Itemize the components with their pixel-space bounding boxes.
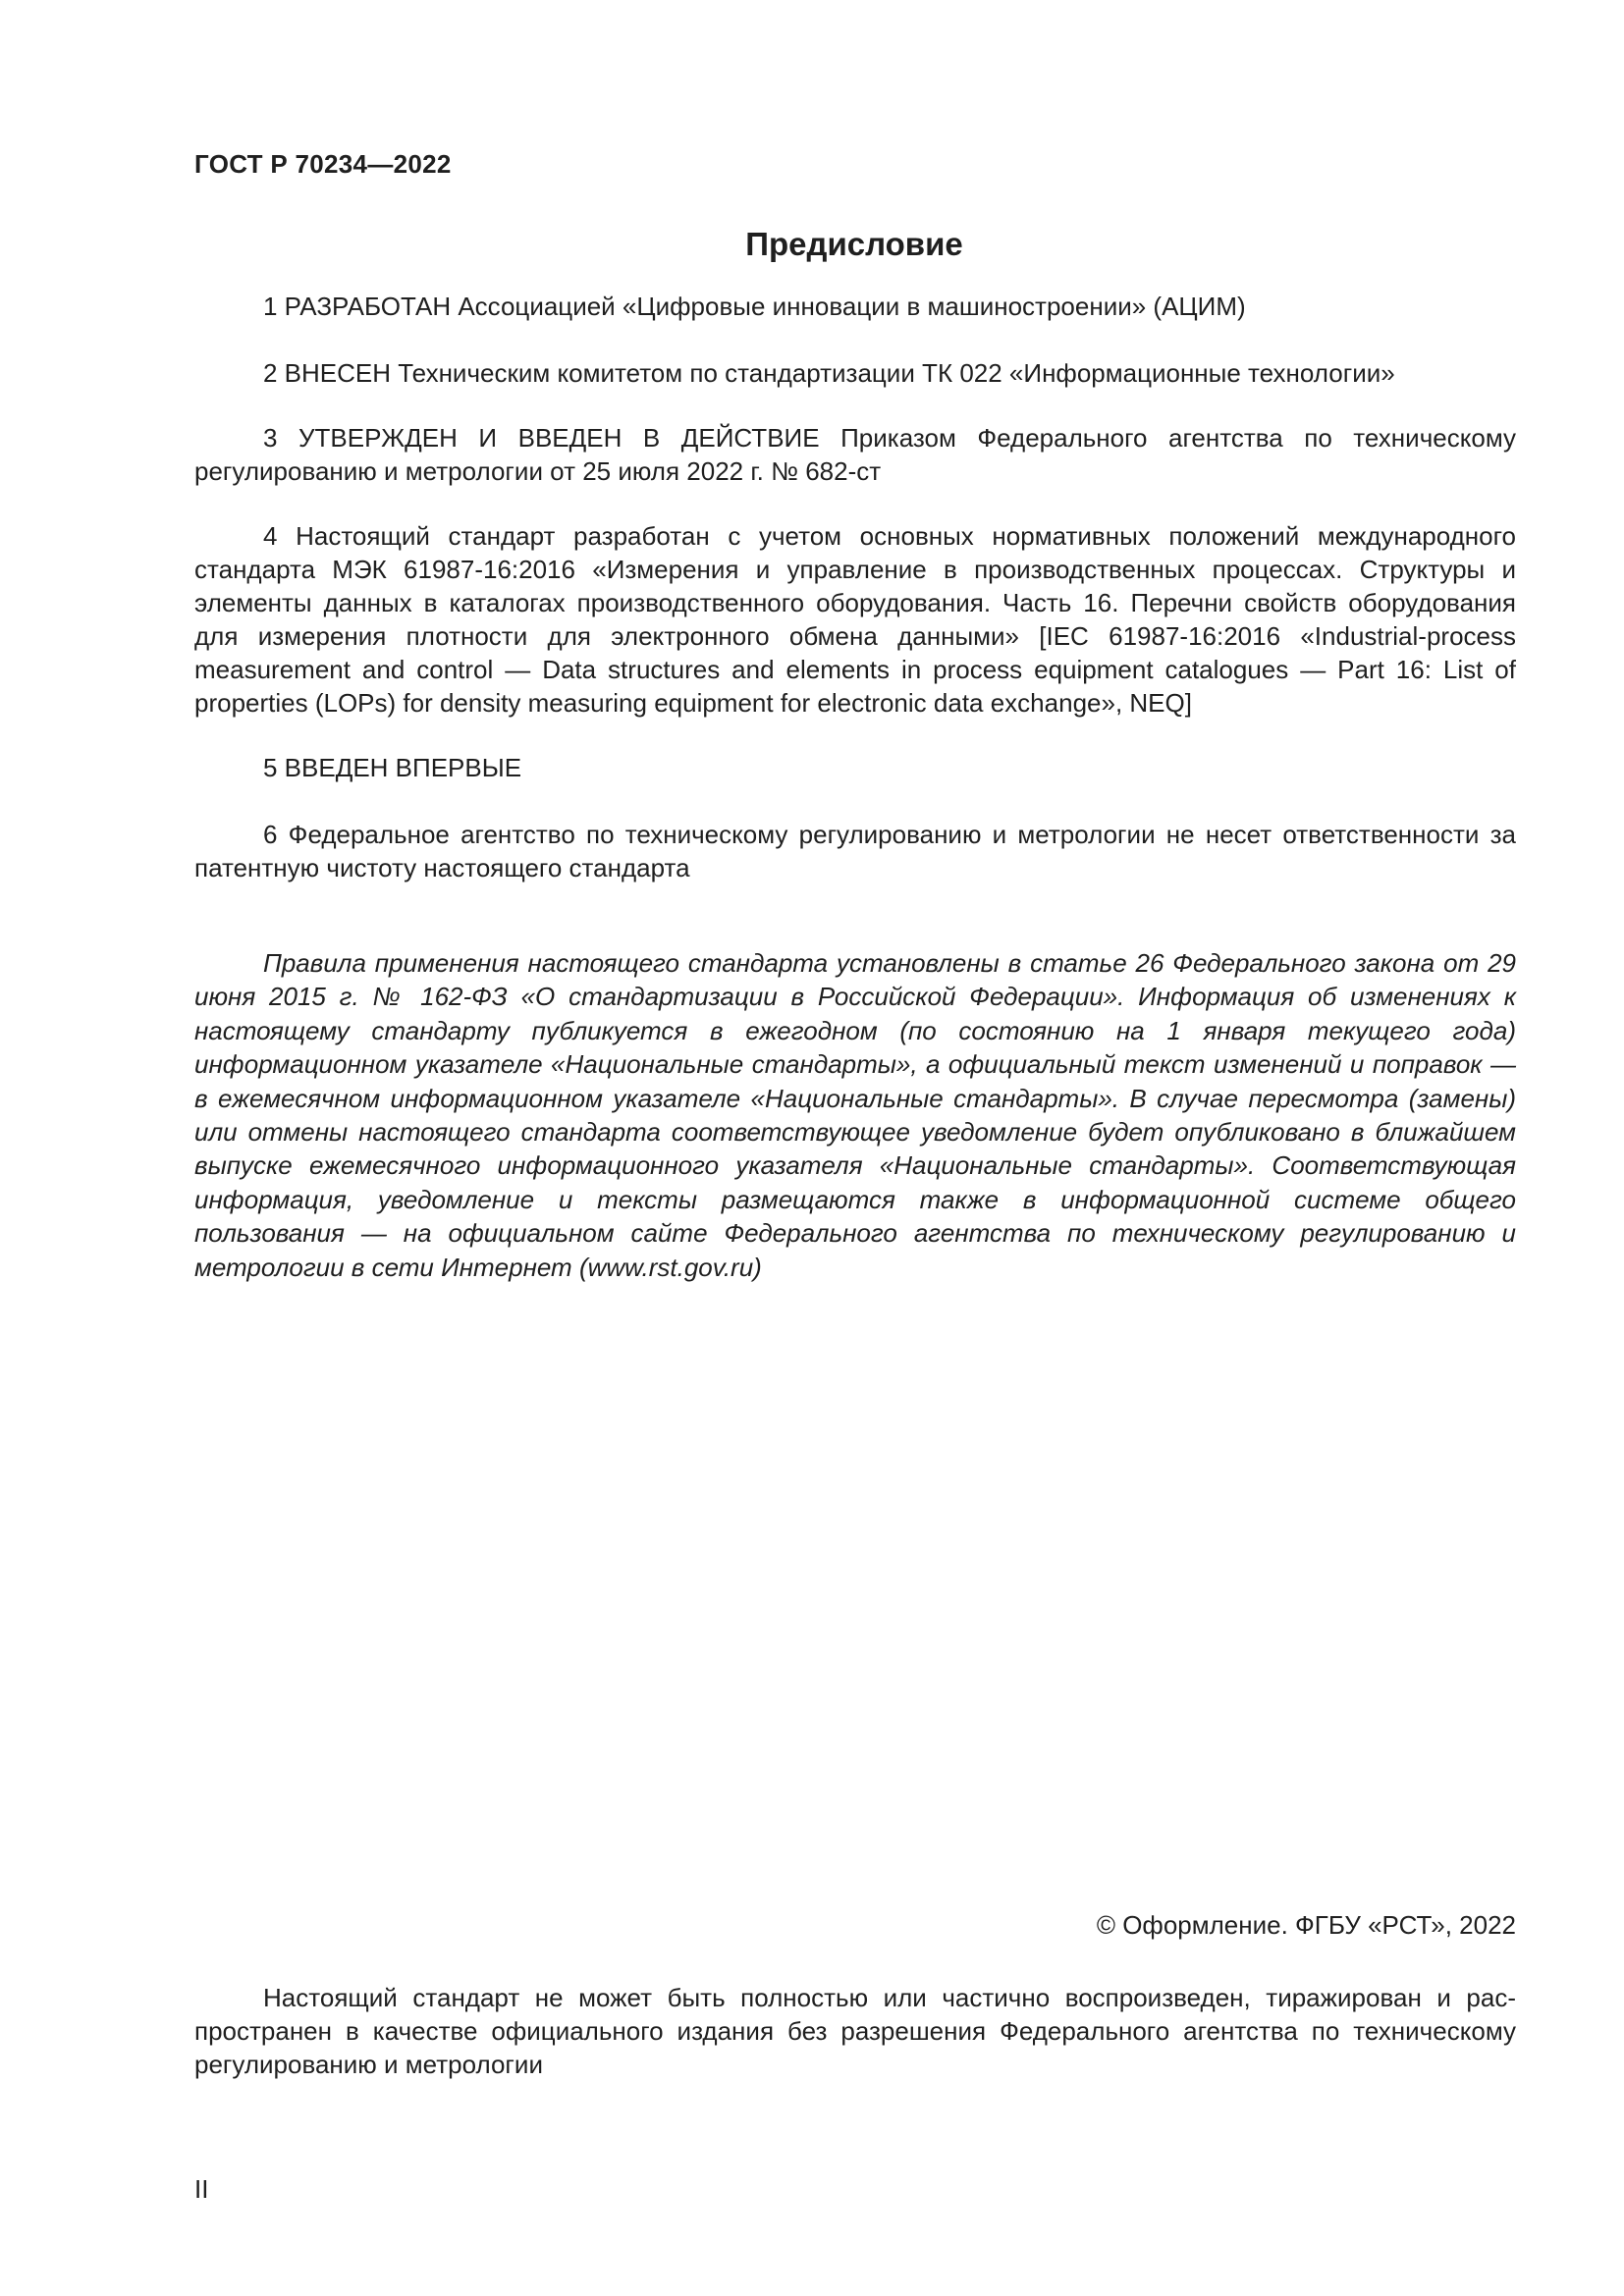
foreword-item-6: 6 Федеральное агентство по техническому регулированию и метрологии не несет ответственности за патентную чистоту настоящего стандарта — [194, 820, 1516, 882]
page-title: Предисловие — [745, 226, 963, 262]
document-code: ГОСТ Р 70234—2022 — [194, 149, 452, 179]
copyright-line: © Оформление. ФГБУ «РСТ», 2022 — [1096, 1910, 1516, 1940]
foreword-item-1: 1 РАЗРАБОТАН Ассоциацией «Цифровые инновации в машиностроении» (АЦИМ) — [263, 292, 1246, 321]
page-number: II — [194, 2174, 209, 2204]
foreword-item-4: 4 Настоящий стандарт разработан с учетом основных нормативных положений международного стандарта МЭК 61987-16:2016 «Измерения и управление в производственных процессах. Структуры и элементы данных в каталогах производственного оборудования. Часть 16. Перечни свойств оборудования для измерения плотности для электронного обмена данными» [IEC 61987-16:2016 «Industrial-process measurement and control — Data structures and elements in process equipment catalogues — Part 16: List of properties (LOPs) for density measuring equipment for electronic data exchange», NEQ] — [194, 521, 1516, 718]
application-rules-notice: Правила применения настоящего стандарта установлены в статье 26 Федерального закона от 29 июня 2015 г. № 162-ФЗ «О стандартизации в Российской Федерации». Информация об изменениях к настоящему стандарту публикуется в ежегодном (по состоянию на 1 января текущего года) информационном указателе «Национальные стандарты», а официальный текст изменений и поправок — в ежемесячном информационном указателе «Национальные стандарты». В случае пересмотра (замены) или отмены настоящего стандарта соответствующее уведомление будет опубликовано в ближайшем выпуске ежемесячного информационного указателя «Национальные стандарты». Соответствующая информация, уведомление и тексты размещаются также в информационной системе общего пользования — на официальном сайте Федерального агентства по техническому регулированию и метрологии в сети Интернет (www.rst.gov.ru) — [194, 948, 1516, 1282]
foreword-item-5: 5 ВВЕДЕН ВПЕРВЫЕ — [263, 753, 522, 782]
foreword-item-2: 2 ВНЕСЕН Техническим комитетом по стандартизации ТК 022 «Информационные технологии» — [263, 358, 1395, 388]
reproduction-notice: Настоящий стандарт не может быть полностью или частично воспроизведен, тиражирован и распространен в качестве официального издания без разрешения Федерального агентства по техническому регулированию и метрологии — [194, 1983, 1516, 2079]
foreword-item-3: 3 УТВЕРЖДЕН И ВВЕДЕН В ДЕЙСТВИЕ Приказом Федерального агентства по техническому регулированию и метрологии от 25 июля 2022 г. № 682-ст — [194, 423, 1516, 486]
